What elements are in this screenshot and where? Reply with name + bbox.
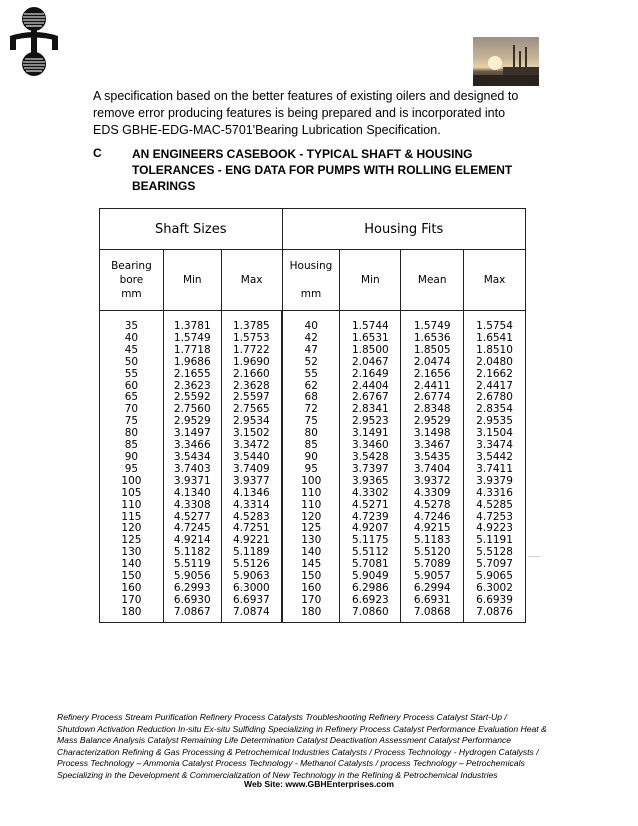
- table-cell: 160: [282, 583, 340, 595]
- table-cell: 6.3000: [221, 583, 282, 595]
- table-cell: 4.9215: [401, 523, 464, 535]
- bearing-bore-header: [100, 250, 164, 311]
- table-cell: 3.3467: [401, 440, 464, 452]
- table-cell: 1.3781: [163, 311, 221, 333]
- table-cell: 6.6930: [163, 595, 221, 607]
- table-cell: 5.1189: [221, 547, 282, 559]
- table-cell: 3.1491: [340, 428, 401, 440]
- table-cell: 70: [100, 404, 164, 416]
- table-cell: 110: [100, 500, 164, 512]
- table-cell: 110: [282, 500, 340, 512]
- table-cell: 85: [282, 440, 340, 452]
- housing-fits-header: Housing Fits: [282, 209, 525, 250]
- divider-mark: [528, 556, 540, 557]
- table-cell: 4.7239: [340, 512, 401, 524]
- table-cell: 3.7397: [340, 464, 401, 476]
- table-cell: 2.9523: [340, 416, 401, 428]
- table-cell: 5.5126: [221, 559, 282, 571]
- table-cell: 62: [282, 381, 340, 393]
- table-cell: 1.6531: [340, 333, 401, 345]
- table-cell: 3.5442: [464, 452, 526, 464]
- table-cell: 4.9221: [221, 535, 282, 547]
- table-cell: 4.9223: [464, 523, 526, 535]
- table-cell: 80: [282, 428, 340, 440]
- section-letter: C: [93, 146, 102, 160]
- table-cell: 4.7253: [464, 512, 526, 524]
- table-cell: 6.2986: [340, 583, 401, 595]
- table-cell: 95: [100, 464, 164, 476]
- table-cell: 4.5271: [340, 500, 401, 512]
- table-cell: 105: [100, 488, 164, 500]
- table-cell: 5.1175: [340, 535, 401, 547]
- table-cell: 3.5428: [340, 452, 401, 464]
- table-cell: 42: [282, 333, 340, 345]
- section-title: AN ENGINEERS CASEBOOK - TYPICAL SHAFT & HOUSING TOLERANCES - ENG DATA FOR PUMPS WITH ROLLING ELEMENT BEARINGS: [132, 147, 513, 193]
- table-cell: 2.3623: [163, 381, 221, 393]
- table-cell: 5.7089: [401, 559, 464, 571]
- table-cell: 75: [100, 416, 164, 428]
- table-row: [100, 464, 526, 476]
- table-cell: 1.5753: [221, 333, 282, 345]
- table-cell: 1.5749: [163, 333, 221, 345]
- bearing-bore-header-line-2: bore: [119, 274, 144, 286]
- table-cell: 6.6931: [401, 595, 464, 607]
- table-row: [100, 311, 526, 333]
- table-cell: 3.9371: [163, 476, 221, 488]
- table-cell: 1.5754: [464, 311, 526, 333]
- table-cell: 52: [282, 357, 340, 369]
- table-cell: 3.5434: [163, 452, 221, 464]
- table-cell: 3.3472: [221, 440, 282, 452]
- housing-max-header: Max: [464, 250, 526, 311]
- table-cell: 3.1502: [221, 428, 282, 440]
- housing-header-line-2: mm: [300, 288, 322, 300]
- table-cell: 120: [282, 512, 340, 524]
- housing-header-line-1: Housing: [289, 260, 333, 272]
- table-cell: 2.5592: [163, 392, 221, 404]
- table-cell: 3.5440: [221, 452, 282, 464]
- table-row: [100, 369, 526, 381]
- table-cell: 3.1504: [464, 428, 526, 440]
- table-cell: 130: [100, 547, 164, 559]
- table-cell: 4.7245: [163, 523, 221, 535]
- table-cell: 2.1660: [221, 369, 282, 381]
- table-cell: 3.1497: [163, 428, 221, 440]
- table-cell: 170: [100, 595, 164, 607]
- table-cell: 5.1183: [401, 535, 464, 547]
- table-cell: 110: [282, 488, 340, 500]
- table-cell: 3.7409: [221, 464, 282, 476]
- table-cell: 6.2994: [401, 583, 464, 595]
- table-cell: 5.7097: [464, 559, 526, 571]
- table-cell: 140: [282, 547, 340, 559]
- table-cell: 170: [282, 595, 340, 607]
- bearing-bore-header-line-1: Bearing: [111, 260, 152, 272]
- table-cell: 2.7565: [221, 404, 282, 416]
- table-cell: 3.9372: [401, 476, 464, 488]
- table-cell: 2.6774: [401, 392, 464, 404]
- table-cell: 5.9063: [221, 571, 282, 583]
- table-cell: 4.3314: [221, 500, 282, 512]
- table-cell: 4.3316: [464, 488, 526, 500]
- table-row: [100, 488, 526, 500]
- table-cell: 4.1340: [163, 488, 221, 500]
- table-cell: 4.5283: [221, 512, 282, 524]
- table-cell: 2.3628: [221, 381, 282, 393]
- table-cell: 1.9690: [221, 357, 282, 369]
- table-cell: 2.9529: [163, 416, 221, 428]
- table-row: [100, 607, 526, 622]
- intro-paragraph: A specification based on the better features of existing oilers and designed to remove error producing features is being prepared and is incorporated into EDS GBHE-EDG-MAC-5701'Bearing Lubrication Specification.: [93, 89, 519, 137]
- table-cell: 125: [282, 523, 340, 535]
- table-cell: 2.4411: [401, 381, 464, 393]
- table-cell: 6.3002: [464, 583, 526, 595]
- table-cell: 2.8348: [401, 404, 464, 416]
- table-cell: 3.9379: [464, 476, 526, 488]
- table-cell: 5.9057: [401, 571, 464, 583]
- table-cell: 65: [100, 392, 164, 404]
- table-cell: 4.1346: [221, 488, 282, 500]
- table-cell: 7.0867: [163, 607, 221, 622]
- table-cell: 2.0480: [464, 357, 526, 369]
- table-cell: 1.8510: [464, 345, 526, 357]
- table-cell: 140: [100, 559, 164, 571]
- table-cell: 7.0874: [221, 607, 282, 622]
- table-cell: 150: [100, 571, 164, 583]
- table-cell: 55: [282, 369, 340, 381]
- table-cell: 3.5435: [401, 452, 464, 464]
- table-cell: 180: [100, 607, 164, 622]
- table-cell: 1.9686: [163, 357, 221, 369]
- table-cell: 4.9207: [340, 523, 401, 535]
- table-cell: 1.6536: [401, 333, 464, 345]
- table-cell: 3.3466: [163, 440, 221, 452]
- table-cell: 4.7251: [221, 523, 282, 535]
- tolerance-table-body: [100, 311, 526, 623]
- table-cell: 3.7411: [464, 464, 526, 476]
- table-cell: 35: [100, 311, 164, 333]
- table-cell: 2.8341: [340, 404, 401, 416]
- table-row: [100, 595, 526, 607]
- table-row: [100, 345, 526, 357]
- bearing-bore-header-line-3: mm: [121, 288, 142, 300]
- table-cell: 3.7403: [163, 464, 221, 476]
- table-cell: 90: [282, 452, 340, 464]
- table-cell: 2.6780: [464, 392, 526, 404]
- table-cell: 3.3474: [464, 440, 526, 452]
- shaft-min-header: Min: [163, 250, 221, 311]
- housing-min-header: Min: [340, 250, 401, 311]
- table-cell: 1.7722: [221, 345, 282, 357]
- table-cell: 6.6923: [340, 595, 401, 607]
- table-cell: 115: [100, 512, 164, 524]
- table-cell: 3.7404: [401, 464, 464, 476]
- table-cell: 50: [100, 357, 164, 369]
- table-row: [100, 500, 526, 512]
- table-cell: 180: [282, 607, 340, 622]
- table-cell: 1.6541: [464, 333, 526, 345]
- table-cell: 1.7718: [163, 345, 221, 357]
- table-cell: 1.8505: [401, 345, 464, 357]
- shaft-max-header: Max: [221, 250, 282, 311]
- table-row: [100, 476, 526, 488]
- footer-website: Web Site: www.GBHEnterprises.com: [244, 779, 394, 789]
- table-cell: 3.9377: [221, 476, 282, 488]
- table-cell: 145: [282, 559, 340, 571]
- table-cell: 4.3302: [340, 488, 401, 500]
- table-cell: 4.5277: [163, 512, 221, 524]
- table-cell: 4.3308: [163, 500, 221, 512]
- table-cell: 3.1498: [401, 428, 464, 440]
- table-cell: 6.6937: [221, 595, 282, 607]
- table-cell: 40: [100, 333, 164, 345]
- table-cell: 2.4417: [464, 381, 526, 393]
- table-cell: 75: [282, 416, 340, 428]
- table-cell: 2.5597: [221, 392, 282, 404]
- table-cell: 130: [282, 535, 340, 547]
- table-cell: 5.1182: [163, 547, 221, 559]
- table-cell: 120: [100, 523, 164, 535]
- table-cell: 40: [282, 311, 340, 333]
- housing-mm-header: [282, 250, 340, 311]
- table-cell: 1.8500: [340, 345, 401, 357]
- table-cell: 6.6939: [464, 595, 526, 607]
- table-cell: 2.1655: [163, 369, 221, 381]
- table-cell: 100: [100, 476, 164, 488]
- table-cell: 4.9214: [163, 535, 221, 547]
- table-cell: 150: [282, 571, 340, 583]
- table-cell: 5.1191: [464, 535, 526, 547]
- table-cell: 3.9365: [340, 476, 401, 488]
- table-cell: 3.3460: [340, 440, 401, 452]
- table-cell: 4.5278: [401, 500, 464, 512]
- table-cell: 1.5744: [340, 311, 401, 333]
- table-cell: 125: [100, 535, 164, 547]
- table-cell: 2.1649: [340, 369, 401, 381]
- table-cell: 95: [282, 464, 340, 476]
- table-cell: 68: [282, 392, 340, 404]
- table-cell: 1.3785: [221, 311, 282, 333]
- table-cell: 7.0860: [340, 607, 401, 622]
- table-cell: 2.1662: [464, 369, 526, 381]
- table-cell: 5.5112: [340, 547, 401, 559]
- shaft-sizes-header: Shaft Sizes: [100, 209, 283, 250]
- tolerance-table-container: [99, 208, 526, 682]
- table-row: [100, 357, 526, 369]
- table-cell: 100: [282, 476, 340, 488]
- table-cell: 2.6767: [340, 392, 401, 404]
- table-cell: 2.8354: [464, 404, 526, 416]
- table-cell: 72: [282, 404, 340, 416]
- table-cell: 5.9049: [340, 571, 401, 583]
- table-cell: 7.0876: [464, 607, 526, 622]
- table-cell: 45: [100, 345, 164, 357]
- table-cell: 6.2993: [163, 583, 221, 595]
- table-cell: 2.9535: [464, 416, 526, 428]
- refinery-photo: [473, 37, 539, 86]
- table-cell: 2.1656: [401, 369, 464, 381]
- table-cell: 55: [100, 369, 164, 381]
- table-cell: 5.5128: [464, 547, 526, 559]
- table-cell: 2.0474: [401, 357, 464, 369]
- table-cell: 5.5120: [401, 547, 464, 559]
- table-cell: 7.0868: [401, 607, 464, 622]
- table-cell: 2.0467: [340, 357, 401, 369]
- table-cell: 47: [282, 345, 340, 357]
- table-cell: 80: [100, 428, 164, 440]
- table-cell: 85: [100, 440, 164, 452]
- table-cell: 5.9065: [464, 571, 526, 583]
- table-cell: 5.9056: [163, 571, 221, 583]
- tolerance-table: [99, 208, 526, 623]
- company-logo-icon: [8, 6, 60, 78]
- table-cell: 60: [100, 381, 164, 393]
- footer-services-text: Refinery Process Stream Purification Refinery Process Catalysts Troubleshooting Refinery Process Catalyst Start-Up / Shutdown Activation Reduction In-situ Ex-situ Sulfiding Specializing in Refinery Process Catalyst Performance Evaluation Heat & Mass Balance Analysis Catalyst Remaining Life Determination Catalyst Deactivation Assessment Catalyst Performance Characterization Refining & Gas Processing & Petrochemical Industries Catalysts / Process Technology - Hydrogen Catalysts / Process Technology – Ammonia Catalyst Process Technology - Methanol Catalysts / process Technology – Petrochemicals Specializing in the Development & Commercialization of New Technology in the Refining & Petrochemical Industries: [57, 712, 547, 780]
- table-cell: 4.5285: [464, 500, 526, 512]
- table-cell: 160: [100, 583, 164, 595]
- table-cell: 2.9529: [401, 416, 464, 428]
- table-cell: 90: [100, 452, 164, 464]
- table-cell: 2.4404: [340, 381, 401, 393]
- table-cell: 2.9534: [221, 416, 282, 428]
- housing-mean-header: Mean: [401, 250, 464, 311]
- table-cell: 4.7246: [401, 512, 464, 524]
- table-cell: 5.5119: [163, 559, 221, 571]
- table-cell: 5.7081: [340, 559, 401, 571]
- table-cell: 4.3309: [401, 488, 464, 500]
- table-cell: 1.5749: [401, 311, 464, 333]
- table-cell: 2.7560: [163, 404, 221, 416]
